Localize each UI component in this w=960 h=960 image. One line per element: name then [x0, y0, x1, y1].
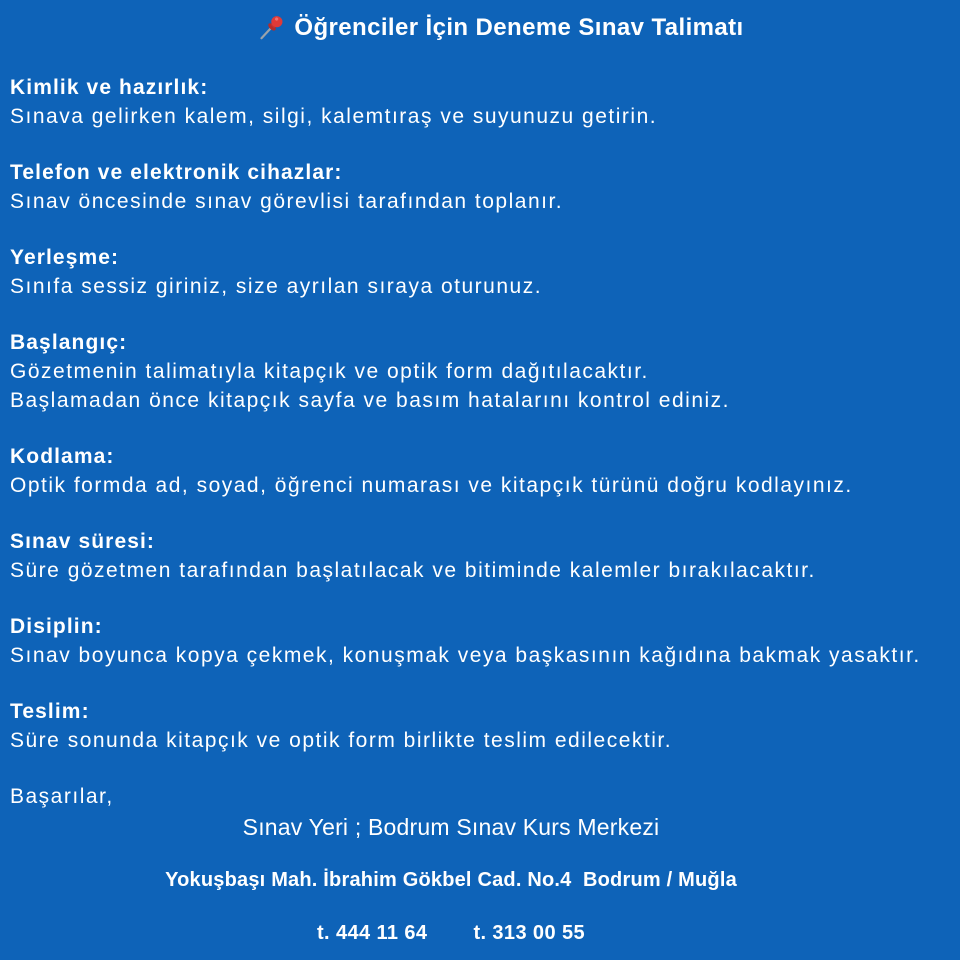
section-seating: [10, 243, 950, 301]
section-heading: Teslim:: [10, 700, 90, 723]
section-start: [10, 328, 950, 415]
section-line: Sınava gelirken kalem, silgi, kalemtıraş ve suyunuzu getirin.: [10, 105, 658, 128]
section-line: Sınav boyunca kopya çekmek, konuşmak veya başkasının kağıdına bakmak yasaktır.: [10, 644, 921, 667]
section-heading: Kodlama:: [10, 445, 115, 468]
section-line: Başlamadan önce kitapçık sayfa ve basım hatalarını kontrol ediniz.: [10, 389, 730, 412]
page-title-text: Öğrenciler İçin Deneme Sınav Talimatı: [294, 13, 744, 41]
section-heading: Disiplin:: [10, 615, 103, 638]
phone-number-2: t. 313 00 55: [473, 922, 585, 944]
section-heading: Kimlik ve hazırlık:: [10, 76, 209, 99]
section-phones-electronics: [10, 158, 950, 216]
section-line: Gözetmenin talimatıyla kitapçık ve optik form dağıtılacaktır.: [10, 360, 649, 383]
exam-venue: Sınav Yeri ; Bodrum Sınav Kurs Merkezi: [242, 814, 660, 840]
section-coding: [10, 442, 950, 500]
instructions-list: [0, 73, 960, 811]
section-line: Süre gözetmen tarafından başlatılacak ve bitiminde kalemler bırakılacaktır.: [10, 559, 816, 582]
section-line: Sınıfa sessiz giriniz, size ayrılan sıraya oturunuz.: [10, 275, 543, 298]
page-title: [0, 0, 960, 44]
section-heading: Başlangıç:: [10, 331, 128, 354]
phone-number-1: t. 444 11 64: [316, 922, 428, 944]
section-line: Süre sonunda kitapçık ve optik form birlikte teslim edilecektir.: [10, 729, 673, 752]
section-exam-duration: [10, 527, 950, 585]
phone-numbers: [0, 921, 902, 945]
section-line: Optik formda ad, soyad, öğrenci numarası ve kitapçık türünü doğru kodlayınız.: [10, 474, 853, 497]
section-line: Sınav öncesinde sınav görevlisi tarafından toplanır.: [10, 190, 564, 213]
section-identity-preparation: [10, 73, 950, 131]
footer: [0, 813, 960, 945]
section-heading: Telefon ve elektronik cihazlar:: [10, 161, 343, 184]
section-heading: Yerleşme:: [10, 246, 120, 269]
pushpin-icon: [258, 13, 285, 44]
section-submission: [10, 697, 950, 755]
venue-address: Yokuşbaşı Mah. İbrahim Gökbel Cad. No.4 Bodrum / Muğla: [165, 869, 737, 891]
section-discipline: [10, 612, 950, 670]
section-heading: Sınav süresi:: [10, 530, 156, 553]
closing-wish: Başarılar,: [10, 785, 114, 808]
